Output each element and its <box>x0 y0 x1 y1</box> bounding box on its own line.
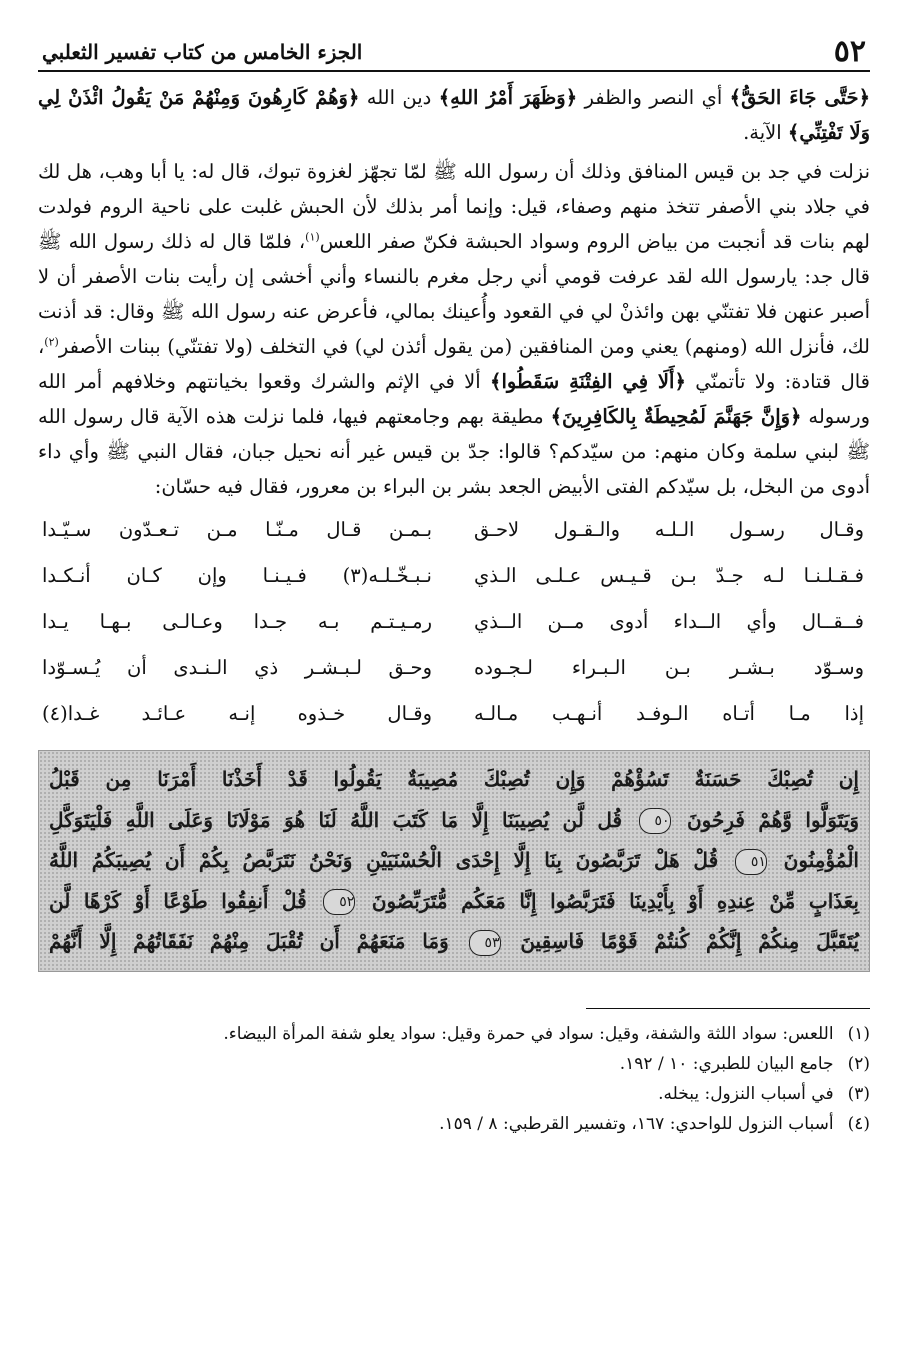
poem-second-hemistich: وحـق لـبـشـر ذي الـنـدى أن يُـسـوّدا <box>42 655 432 679</box>
book-page <box>38 28 870 1348</box>
poem-verse <box>38 506 870 552</box>
footnote-number: (٤) <box>847 1114 870 1134</box>
footnote-separator <box>586 1008 870 1009</box>
poem-verse <box>38 690 870 736</box>
quran-text: قُلْ أَنفِقُوا طَوْعًا أَوْ كَرْهًا لَّن <box>49 888 307 913</box>
quran-text: وَمَا مَنَعَهُمْ أَن تُقْبَلَ مِنْهُمْ نَفَقَاتُهُمْ إِلَّا أَنَّهُمْ <box>49 929 449 953</box>
footnotes <box>38 1019 870 1139</box>
poem-first-hemistich: إذا مـا أتـاه الـوفـد أنـهـب مـالـه <box>474 701 864 725</box>
footnote-number: (١) <box>847 1024 870 1044</box>
poem-first-hemistich: وقـال رسـول الـلـه والـقـول لاحـق <box>474 517 864 541</box>
quran-line <box>49 921 859 962</box>
verse-number-marker: ٥٣ <box>469 930 501 956</box>
poem <box>38 506 870 736</box>
quran-line <box>49 881 859 922</box>
paragraph-verse-commentary <box>38 80 870 150</box>
running-head <box>38 28 870 72</box>
footnote <box>38 1019 870 1049</box>
commentary-text: ، فلمّا قال له ذلك رسول الله ﷺ قال جد: يارسول الله لقد عرفت قومي أني رجل مغرم بالنساء وأني أخشى إن رأيت بنات الأصفر أن لا أصبر عنهن فلا تفتنّي بهن وائذنْ لي في القعود وأُعينك بمالي، فأعرض عنه رسول الله ﷺ وقال: قد أذنت لك، فأنزل الله (ومنهم) يعني ومن المنافقين (من يقول أئذن لي) في التخلف (ولا تفتنّي) ببنات الأصفر <box>38 230 871 358</box>
footnote <box>38 1109 870 1139</box>
poem-verse <box>38 552 870 598</box>
quran-text: قُل لَّن يُصِيبَنَا إِلَّا مَا كَتَبَ اللَّهُ لَنَا هُوَ مَوْلَانَا وَعَلَى اللَّهِ فَلْيَتَوَكَّلِ <box>49 807 623 832</box>
commentary-text: مطيقة بهم وجامعتهم فيها، فلما نزلت هذه الآية قال رسول الله ﷺ لبني سلمة وكان منهم: من سيّدكم؟ قالوا: جدّ بن قيس غير أنه نحيل جبان، فقال النبي ﷺ وأي داء أدوى من البخل، بل سيّدكم الفتى الأبيض الجعد بشر بن البراء بن معرور، فقال فيه حسّان: <box>38 405 870 498</box>
footnote-text: في أسباب النزول: يبخله. <box>658 1084 834 1104</box>
footnote <box>38 1079 870 1109</box>
quran-text: وَيَتَوَلَّوا وَّهُمْ فَرِحُونَ <box>686 807 859 832</box>
poem-second-hemistich: وقـال خـذوه إنـه عـائـد غـدا(٤) <box>42 701 432 725</box>
poem-verse <box>38 644 870 690</box>
quran-text: الْمُؤْمِنُونَ <box>783 848 859 872</box>
verse-number-marker: ٥٢ <box>323 889 355 915</box>
footnote <box>38 1049 870 1079</box>
commentary-text: دين الله <box>359 86 439 109</box>
page-number: ٥٢ <box>833 34 866 69</box>
commentary-text: أي النصر والظفر <box>577 86 730 109</box>
commentary-text: ، قال قتادة: ولا تأتمنّي <box>38 335 871 393</box>
quran-text: قُلْ هَلْ تَرَبَّصُونَ بِنَا إِلَّا إِحْدَى الْحُسْنَيَيْنِ وَنَحْنُ نَتَرَبَّصُ بِكُمْ أَن يُصِيبَكُمُ اللَّهُ <box>49 848 719 872</box>
poem-first-hemistich: فـقـلـنـا لـه جـدّ بـن قـيـس عـلـى الـذي <box>474 563 864 587</box>
poem-second-hemistich: نـبـخّـلـه(٣) فـيـنـا وإن كـان أنـكـدا <box>42 563 432 587</box>
quran-text-box <box>38 750 870 972</box>
footnote-text: أسباب النزول للواحدي: ١٦٧، وتفسير القرطبي: ٨ / ١٥٩. <box>439 1114 834 1134</box>
quran-quote: ﴿وَهُمْ كَارِهُونَ وَمِنْهُمْ مَنْ يَقُولُ ائْذَنْ لِي وَلَا تَفْتِنِّي﴾ <box>38 86 870 144</box>
body-text <box>38 80 870 504</box>
footnote-text: جامع البيان للطبري: ١٠ / ١٩٢. <box>619 1054 834 1074</box>
paragraph-revelation-context <box>38 154 870 504</box>
quran-text: إِن تُصِبْكَ حَسَنَةٌ تَسُؤْهُمْ وَإِن تُصِبْكَ مُصِيبَةٌ يَقُولُوا قَدْ أَخَذْنَا أَمْرَنَا مِن قَبْلُ <box>49 767 859 791</box>
quran-quote: ﴿وَظَهَرَ أَمْرُ اللهِ﴾ <box>438 86 578 109</box>
quran-line <box>49 759 859 800</box>
quran-quote: ﴿حَتَّى جَاءَ الحَقُّ﴾ <box>729 86 870 109</box>
poem-first-hemistich: وسـوّد بـشـر بـن الـبـراء لـجـوده <box>474 655 864 679</box>
quran-quote: ﴿وَإِنَّ جَهَنَّمَ لَمُحِيطَةٌ بِالكَافِرِينَ﴾ <box>550 405 802 428</box>
verse-number-marker: ٥٠ <box>639 808 671 834</box>
footnote-ref[interactable]: (٢) <box>44 335 59 349</box>
poem-second-hemistich: رمـيـتـم بـه جـدا وعـالـى بـهـا يـدا <box>42 609 432 633</box>
footnote-number: (٢) <box>847 1054 870 1074</box>
commentary-text: الآية. <box>743 121 788 144</box>
quran-text: بِعَذَابٍ مِّنْ عِندِهِ أَوْ بِأَيْدِينَا فَتَرَبَّصُوا إِنَّا مَعَكُم مُّتَرَبِّصُونَ <box>371 888 859 913</box>
poem-verse <box>38 598 870 644</box>
footnote-text: اللعس: سواد اللثة والشفة، وقيل: سواد في حمرة وقيل: سواد يعلو شفة المرأة البيضاء. <box>223 1024 834 1044</box>
verse-number-marker: ٥١ <box>735 849 767 875</box>
commentary-text: نزلت في جد بن قيس المنافق وذلك أن رسول الله ﷺ لمّا تجهّز لغزوة تبوك، قال له: يا أبا وهب، هل لك في جلاد بني الأصفر تتخذ منهم وصفاء، قيل: وإنما أمر بذلك لأن الحبش غلبت على ناحية الروم فولدت لهم بنات قد أنجبت من بياض الروم وسواد الحبشة فكنّ صفر اللعس <box>38 160 870 253</box>
quran-text: يُتَقَبَّلَ مِنكُمْ إِنَّكُمْ كُنتُمْ قَوْمًا فَاسِقِينَ <box>520 929 860 953</box>
footnote-ref[interactable]: (١) <box>305 230 320 244</box>
quran-line <box>49 840 859 881</box>
running-title: الجزء الخامس من كتاب تفسير الثعلبي <box>42 40 363 64</box>
poem-first-hemistich: فــقــال وأي الــداء أدوى مــن الــذي <box>474 609 864 633</box>
quran-quote: ﴿أَلَا فِي الفِتْنَةِ سَقَطُوا﴾ <box>490 370 686 393</box>
quran-line <box>49 800 859 841</box>
footnote-number: (٣) <box>847 1084 870 1104</box>
poem-second-hemistich: بـمـن قـال مـنّـا مـن تـعـدّون سـيّـدا <box>42 517 432 541</box>
commentary-text: ألا في الإثم والشرك وقعوا بخيانتهم وخلافهم أمر الله ورسوله <box>38 370 871 428</box>
